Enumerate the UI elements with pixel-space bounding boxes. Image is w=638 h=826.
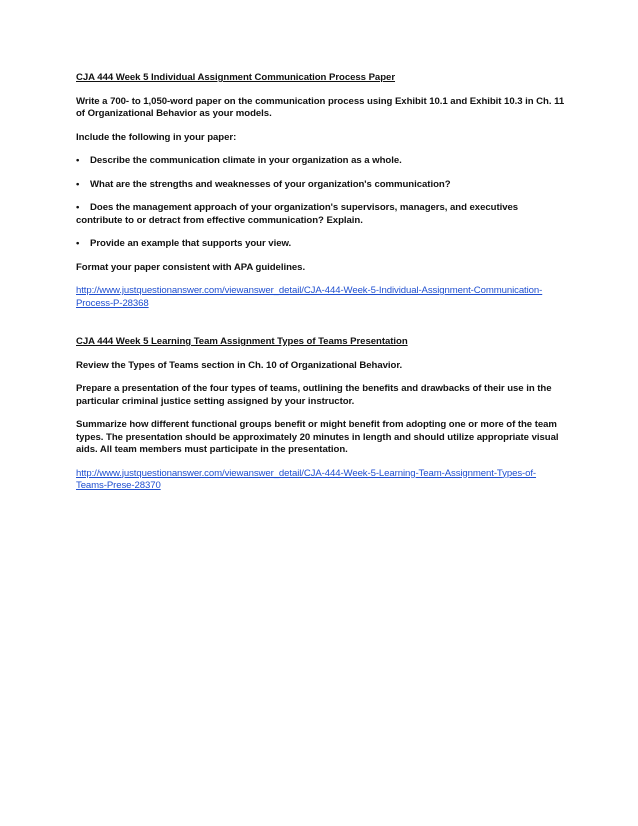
bullet-text: Describe the communication climate in your organization as a whole. (90, 155, 402, 166)
section2-summarize: Summarize how different functional groups benefit or might benefit from adopting one or more of the team types. The presentation should be approximately 20 minutes in length and should utilize appropriate visual aids. All team members must participate in the presentation. (76, 419, 559, 455)
bullet-marker: • (76, 155, 80, 166)
bullet-text: What are the strengths and weaknesses of your organization's communication? (90, 178, 451, 190)
section1-format: Format your paper consistent with APA guidelines. (76, 261, 306, 273)
section2-link[interactable]: http://www.justquestionanswer.com/viewanswer_detail/CJA-444-Week-5-Learning-Team-Assignment-Types-of-Teams-Prese-28370 (76, 467, 537, 491)
bullet-text: Does the management approach of your organization's supervisors, managers, and executives contribute to or detract from effective communication? Explain. (76, 202, 519, 226)
document-page (76, 72, 566, 504)
bullet-item (76, 179, 566, 192)
bullet-marker: • (76, 238, 80, 249)
section1-heading: CJA 444 Week 5 Individual Assignment Communication Process Paper (76, 72, 396, 83)
bullet-text: Provide an example that supports your view. (90, 238, 292, 249)
bullet-marker: • (76, 178, 80, 190)
section-divider-space (76, 321, 566, 336)
section2-prepare: Prepare a presentation of the four types of teams, outlining the benefits and drawbacks of their use in the particular criminal justice setting assigned by your instructor. (76, 383, 552, 407)
section1-include: Include the following in your paper: (76, 131, 237, 143)
section1-link[interactable]: http://www.justquestionanswer.com/viewanswer_detail/CJA-444-Week-5-Individual-Assignment-Communication-Process-P-28368 (76, 285, 543, 309)
section1-intro: Write a 700- to 1,050-word paper on the communication process using Exhibit 10.1 and Exhibit 10.3 in Ch. 11 of Organizational Behavior as your models. (76, 95, 565, 119)
bullet-marker: • (76, 202, 80, 213)
bullet-item (76, 155, 566, 168)
section2-heading: CJA 444 Week 5 Learning Team Assignment Types of Teams Presentation (76, 336, 408, 347)
section2-review: Review the Types of Teams section in Ch. 10 of Organizational Behavior. (76, 359, 403, 371)
bullet-item (76, 238, 566, 251)
bullet-item (76, 202, 566, 227)
